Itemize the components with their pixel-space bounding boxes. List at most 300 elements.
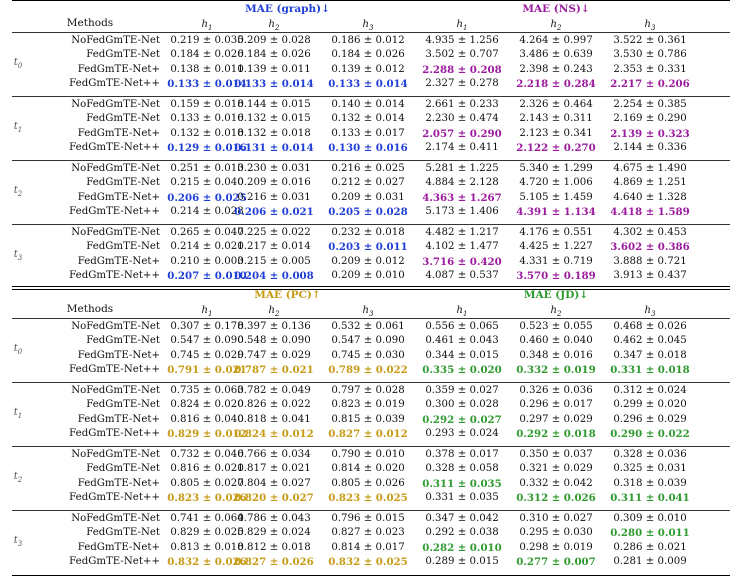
col-header-h2 [259, 305, 289, 318]
value-cell: 0.823 ± 0.019 [331, 399, 405, 411]
method-name: FedGmTE-Net++ [69, 78, 160, 90]
value-cell: 0.804 ± 0.027 [237, 477, 311, 489]
col-header-h1 [447, 305, 477, 318]
table-row [12, 542, 730, 556]
col-sub-label: $h_2$ [550, 305, 562, 318]
value-cell: 0.347 ± 0.042 [425, 513, 499, 524]
table-row [12, 385, 730, 399]
value-cell: 0.824 ± 0.020 [170, 399, 244, 411]
value-cell: 3.502 ± 0.707 [425, 49, 499, 61]
table-row [12, 414, 730, 428]
value-cell: 0.209 ± 0.028 [237, 35, 311, 46]
table-row [12, 513, 730, 527]
value-cell: 0.826 ± 0.022 [237, 399, 311, 411]
bottom-rule [12, 575, 730, 576]
method-name: NoFedGmTE-Net [71, 99, 160, 110]
value-cell: 4.482 ± 1.217 [425, 227, 499, 238]
value-cell: 0.805 ± 0.027 [170, 477, 244, 489]
value-cell: 0.230 ± 0.031 [237, 163, 311, 174]
value-cell: 0.215 ± 0.005 [237, 255, 311, 267]
method-name: FedGmTE-Net+ [77, 127, 160, 139]
value-cell: 0.820 ± 0.027 [234, 492, 314, 505]
value-cell: 0.139 ± 0.011 [237, 63, 311, 75]
value-cell: 0.817 ± 0.021 [237, 463, 311, 475]
value-cell: 0.816 ± 0.040 [170, 413, 244, 425]
method-name: FedGmTE-Net++ [69, 364, 160, 376]
value-cell: 0.132 ± 0.018 [170, 127, 244, 139]
top-rule [12, 0, 730, 1]
value-cell: 4.720 ± 1.006 [519, 177, 593, 189]
value-cell: 0.745 ± 0.029 [170, 349, 244, 361]
group-rule [12, 382, 730, 383]
col-header-h3 [635, 305, 665, 318]
right-metric-title: MAE (NS)↓ [522, 3, 590, 15]
value-cell: 3.602 ± 0.386 [610, 241, 690, 254]
value-cell: 0.184 ± 0.026 [237, 49, 311, 61]
method-name: FedGmTE-Net+ [77, 349, 160, 361]
value-cell: 0.232 ± 0.018 [331, 227, 405, 238]
left-metric-title: MAE (PC)↑ [254, 289, 321, 301]
value-cell: 2.144 ± 0.336 [613, 142, 687, 154]
value-cell: 4.935 ± 1.256 [425, 35, 499, 46]
value-cell: 0.311 ± 0.041 [610, 492, 690, 505]
value-cell: 0.206 ± 0.021 [234, 206, 314, 219]
value-cell: 0.468 ± 0.026 [613, 321, 687, 332]
col-sub-label: $t_3$ [13, 248, 23, 262]
value-cell: 0.297 ± 0.029 [519, 413, 593, 425]
value-cell: 5.105 ± 1.459 [519, 191, 593, 203]
value-cell: 0.359 ± 0.027 [425, 385, 499, 396]
method-name: FedGmTE-Net [86, 49, 160, 61]
table-row [12, 463, 730, 477]
value-cell: 2.327 ± 0.278 [425, 78, 499, 90]
method-name: FedGmTE-Net [86, 399, 160, 411]
value-cell: 3.888 ± 0.721 [613, 255, 687, 267]
value-cell: 0.462 ± 0.045 [613, 335, 687, 347]
value-cell: 5.340 ± 1.299 [519, 163, 593, 174]
value-cell: 0.209 ± 0.012 [331, 255, 405, 267]
right-metric-title: MAE (JD)↓ [523, 289, 589, 301]
table-row [12, 177, 730, 191]
value-cell: 0.300 ± 0.028 [425, 399, 499, 411]
col-sub-label: $h_3$ [644, 19, 656, 32]
value-cell: 4.264 ± 0.997 [519, 35, 593, 46]
value-cell: 0.132 ± 0.018 [237, 127, 311, 139]
table-row [12, 364, 730, 378]
table-row [12, 192, 730, 206]
value-cell: 4.363 ± 1.267 [422, 191, 502, 204]
col-header-h2 [541, 305, 571, 318]
table-row [12, 321, 730, 335]
value-cell: 0.133 ± 0.016 [170, 113, 244, 125]
value-cell: 4.884 ± 2.128 [425, 177, 499, 189]
value-cell: 2.123 ± 0.341 [519, 127, 593, 139]
block-header [12, 0, 730, 32]
method-name: NoFedGmTE-Net [71, 513, 160, 524]
value-cell: 0.332 ± 0.042 [519, 477, 593, 489]
value-cell: 4.391 ± 1.134 [516, 206, 596, 219]
value-cell: 0.280 ± 0.011 [610, 527, 690, 540]
group-rule [12, 510, 730, 511]
value-cell: 4.869 ± 1.251 [613, 177, 687, 189]
col-sub-label: $t_2$ [13, 184, 23, 198]
col-sub-label: $h_3$ [644, 305, 656, 318]
value-cell: 0.766 ± 0.034 [237, 449, 311, 460]
value-cell: 0.212 ± 0.027 [331, 177, 405, 189]
value-cell: 0.277 ± 0.007 [516, 556, 596, 569]
value-cell: 0.832 ± 0.025 [328, 556, 408, 569]
value-cell: 0.293 ± 0.024 [425, 428, 499, 440]
value-cell: 0.328 ± 0.036 [613, 449, 687, 460]
value-cell: 0.790 ± 0.010 [331, 449, 405, 460]
value-cell: 0.547 ± 0.090 [170, 335, 244, 347]
value-cell: 0.397 ± 0.136 [237, 321, 311, 332]
value-cell: 4.425 ± 1.227 [519, 241, 593, 253]
col-header-h2 [259, 19, 289, 32]
value-cell: 0.292 ± 0.018 [516, 428, 596, 441]
value-cell: 0.829 ± 0.012 [167, 428, 247, 441]
value-cell: 0.378 ± 0.017 [425, 449, 499, 460]
table-row [12, 35, 730, 49]
value-cell: 0.461 ± 0.043 [425, 335, 499, 347]
value-cell: 2.169 ± 0.290 [613, 113, 687, 125]
group-rule [12, 160, 730, 161]
value-cell: 4.087 ± 0.537 [425, 270, 499, 282]
value-cell: 0.824 ± 0.012 [234, 428, 314, 441]
value-cell: 0.282 ± 0.010 [422, 541, 502, 554]
value-cell: 0.159 ± 0.018 [170, 99, 244, 110]
method-name: FedGmTE-Net++ [69, 270, 160, 282]
value-cell: 2.122 ± 0.270 [516, 142, 596, 155]
group-rule [12, 224, 730, 225]
value-cell: 0.210 ± 0.003 [170, 255, 244, 267]
value-cell: 0.318 ± 0.039 [613, 477, 687, 489]
method-name: NoFedGmTE-Net [71, 385, 160, 396]
value-cell: 0.215 ± 0.040 [170, 177, 244, 189]
value-cell: 0.132 ± 0.015 [237, 113, 311, 125]
value-cell: 2.143 ± 0.311 [519, 113, 593, 125]
table-row [12, 99, 730, 113]
value-cell: 0.129 ± 0.016 [167, 142, 247, 155]
value-cell: 0.328 ± 0.058 [425, 463, 499, 475]
value-cell: 0.265 ± 0.047 [170, 227, 244, 238]
value-cell: 0.289 ± 0.015 [425, 556, 499, 568]
value-cell: 0.296 ± 0.029 [613, 413, 687, 425]
value-cell: 0.827 ± 0.023 [331, 527, 405, 539]
value-cell: 0.186 ± 0.012 [331, 35, 405, 46]
value-cell: 3.486 ± 0.639 [519, 49, 593, 61]
value-cell: 4.675 ± 1.490 [613, 163, 687, 174]
value-cell: 0.556 ± 0.065 [425, 321, 499, 332]
value-cell: 0.184 ± 0.026 [170, 49, 244, 61]
value-cell: 2.254 ± 0.385 [613, 99, 687, 110]
col-header-h1 [192, 19, 222, 32]
table-row [12, 163, 730, 177]
table-row [12, 64, 730, 78]
value-cell: 0.144 ± 0.015 [237, 99, 311, 110]
table-row [12, 350, 730, 364]
value-cell: 5.281 ± 1.225 [425, 163, 499, 174]
method-name: NoFedGmTE-Net [71, 35, 160, 46]
value-cell: 0.281 ± 0.009 [613, 556, 687, 568]
table-row [12, 206, 730, 220]
value-cell: 0.797 ± 0.028 [331, 385, 405, 396]
value-cell: 0.325 ± 0.031 [613, 463, 687, 475]
value-cell: 0.307 ± 0.178 [170, 321, 244, 332]
method-name: FedGmTE-Net+ [77, 63, 160, 75]
method-name: FedGmTE-Net++ [69, 428, 160, 440]
value-cell: 0.138 ± 0.011 [170, 63, 244, 75]
value-cell: 4.640 ± 1.328 [613, 191, 687, 203]
method-name: FedGmTE-Net+ [77, 413, 160, 425]
value-cell: 0.331 ± 0.035 [425, 492, 499, 504]
table-row [12, 527, 730, 541]
value-cell: 0.311 ± 0.035 [422, 477, 502, 490]
col-header-h1 [447, 19, 477, 32]
col-sub-label: $h_2$ [268, 305, 280, 318]
table-row [12, 78, 730, 92]
value-cell: 0.292 ± 0.038 [425, 527, 499, 539]
col-header-h3 [635, 19, 665, 32]
value-cell: 2.398 ± 0.243 [519, 63, 593, 75]
value-cell: 0.216 ± 0.025 [331, 163, 405, 174]
value-cell: 0.131 ± 0.014 [234, 142, 314, 155]
value-cell: 0.214 ± 0.021 [170, 241, 244, 253]
value-cell: 0.216 ± 0.031 [237, 191, 311, 203]
table-row [12, 256, 730, 270]
value-cell: 0.206 ± 0.025 [167, 191, 247, 204]
col-sub-label: $h_2$ [550, 19, 562, 32]
value-cell: 3.716 ± 0.420 [422, 255, 502, 268]
value-cell: 0.745 ± 0.030 [331, 349, 405, 361]
value-cell: 0.321 ± 0.029 [519, 463, 593, 475]
value-cell: 0.812 ± 0.018 [237, 541, 311, 553]
value-cell: 0.292 ± 0.027 [422, 413, 502, 426]
method-name: FedGmTE-Net+ [77, 477, 160, 489]
value-cell: 0.344 ± 0.015 [425, 349, 499, 361]
method-name: FedGmTE-Net++ [69, 206, 160, 218]
value-cell: 2.218 ± 0.284 [516, 78, 596, 91]
value-cell: 0.816 ± 0.021 [170, 463, 244, 475]
header-rule [12, 32, 730, 33]
timepoint-group [12, 99, 730, 163]
value-cell: 0.204 ± 0.008 [234, 270, 314, 283]
value-cell: 0.298 ± 0.019 [519, 541, 593, 553]
value-cell: 4.102 ± 1.477 [425, 241, 499, 253]
col-sub-label: $h_1$ [201, 305, 213, 318]
value-cell: 0.251 ± 0.013 [170, 163, 244, 174]
value-cell: 0.133 ± 0.014 [234, 78, 314, 91]
value-cell: 0.786 ± 0.043 [237, 513, 311, 524]
table-row [12, 241, 730, 255]
method-name: FedGmTE-Net++ [69, 142, 160, 154]
value-cell: 0.815 ± 0.039 [331, 413, 405, 425]
value-cell: 0.140 ± 0.014 [331, 99, 405, 110]
value-cell: 0.814 ± 0.020 [331, 463, 405, 475]
method-name: FedGmTE-Net+ [77, 191, 160, 203]
value-cell: 0.312 ± 0.026 [516, 492, 596, 505]
col-sub-label: $h_1$ [456, 19, 468, 32]
value-cell: 0.832 ± 0.026 [167, 556, 247, 569]
value-cell: 2.139 ± 0.323 [610, 127, 690, 140]
value-cell: 0.295 ± 0.030 [519, 527, 593, 539]
value-cell: 0.133 ± 0.014 [328, 78, 408, 91]
top-rule [12, 286, 730, 287]
table-row [12, 128, 730, 142]
timepoint-group [12, 385, 730, 449]
group-rule [12, 96, 730, 97]
value-cell: 0.184 ± 0.026 [331, 49, 405, 61]
value-cell: 0.203 ± 0.011 [328, 241, 408, 254]
value-cell: 2.288 ± 0.208 [422, 63, 502, 76]
value-cell: 2.353 ± 0.331 [613, 63, 687, 75]
value-cell: 0.326 ± 0.036 [519, 385, 593, 396]
value-cell: 2.326 ± 0.464 [519, 99, 593, 110]
value-cell: 0.787 ± 0.021 [234, 364, 314, 377]
value-cell: 0.214 ± 0.028 [170, 206, 244, 218]
method-name: NoFedGmTE-Net [71, 321, 160, 332]
value-cell: 0.823 ± 0.025 [328, 492, 408, 505]
col-sub-label: $h_3$ [362, 19, 374, 32]
table-row [12, 335, 730, 349]
value-cell: 4.176 ± 0.551 [519, 227, 593, 238]
method-name: FedGmTE-Net+ [77, 255, 160, 267]
value-cell: 0.335 ± 0.020 [422, 364, 502, 377]
value-cell: 4.302 ± 0.453 [613, 227, 687, 238]
value-cell: 3.913 ± 0.437 [613, 270, 687, 282]
col-sub-label: $t_2$ [13, 470, 23, 484]
timepoint-group [12, 227, 730, 291]
timepoint-group [12, 513, 730, 577]
method-name: FedGmTE-Net [86, 177, 160, 189]
value-cell: 2.661 ± 0.233 [425, 99, 499, 110]
col-sub-label: $h_1$ [201, 19, 213, 32]
value-cell: 0.348 ± 0.016 [519, 349, 593, 361]
value-cell: 0.827 ± 0.026 [234, 556, 314, 569]
value-cell: 0.130 ± 0.016 [328, 142, 408, 155]
value-cell: 0.350 ± 0.037 [519, 449, 593, 460]
left-metric-title: MAE (graph)↓ [245, 3, 330, 15]
value-cell: 0.818 ± 0.041 [237, 413, 311, 425]
table-row [12, 492, 730, 506]
value-cell: 0.209 ± 0.016 [237, 177, 311, 189]
value-cell: 0.296 ± 0.017 [519, 399, 593, 411]
value-cell: 0.782 ± 0.049 [237, 385, 311, 396]
table-row [12, 142, 730, 156]
table-row [12, 49, 730, 63]
value-cell: 4.418 ± 1.589 [610, 206, 690, 219]
value-cell: 5.173 ± 1.406 [425, 206, 499, 218]
value-cell: 3.530 ± 0.786 [613, 49, 687, 61]
value-cell: 0.347 ± 0.018 [613, 349, 687, 361]
value-cell: 0.829 ± 0.025 [170, 527, 244, 539]
table-row [12, 449, 730, 463]
value-cell: 0.310 ± 0.027 [519, 513, 593, 524]
col-sub-label: $t_0$ [13, 342, 23, 356]
method-name: NoFedGmTE-Net [71, 449, 160, 460]
value-cell: 0.139 ± 0.012 [331, 63, 405, 75]
value-cell: 0.523 ± 0.055 [519, 321, 593, 332]
value-cell: 0.796 ± 0.015 [331, 513, 405, 524]
table-row [12, 478, 730, 492]
value-cell: 2.057 ± 0.290 [422, 127, 502, 140]
value-cell: 0.789 ± 0.022 [328, 364, 408, 377]
value-cell: 0.209 ± 0.031 [331, 191, 405, 203]
col-header-h3 [353, 305, 383, 318]
timepoint-group [12, 35, 730, 99]
table-row [12, 227, 730, 241]
method-name: NoFedGmTE-Net [71, 163, 160, 174]
value-cell: 0.813 ± 0.018 [170, 541, 244, 553]
timepoint-group [12, 321, 730, 385]
value-cell: 0.741 ± 0.064 [170, 513, 244, 524]
value-cell: 0.548 ± 0.090 [237, 335, 311, 347]
value-cell: 2.174 ± 0.411 [425, 142, 499, 154]
value-cell: 0.532 ± 0.061 [331, 321, 405, 332]
value-cell: 0.309 ± 0.010 [613, 513, 687, 524]
method-name: FedGmTE-Net+ [77, 541, 160, 553]
col-sub-label: $h_1$ [456, 305, 468, 318]
col-header-h1 [192, 305, 222, 318]
value-cell: 0.827 ± 0.012 [328, 428, 408, 441]
table-row [12, 270, 730, 284]
value-cell: 0.829 ± 0.024 [237, 527, 311, 539]
table-row [12, 556, 730, 570]
col-sub-label: $h_3$ [362, 305, 374, 318]
methods-header: Methods [66, 17, 114, 29]
value-cell: 0.290 ± 0.022 [610, 428, 690, 441]
value-cell: 0.312 ± 0.024 [613, 385, 687, 396]
value-cell: 0.747 ± 0.029 [237, 349, 311, 361]
method-name: FedGmTE-Net++ [69, 492, 160, 504]
value-cell: 0.735 ± 0.063 [170, 385, 244, 396]
value-cell: 0.791 ± 0.021 [167, 364, 247, 377]
value-cell: 2.217 ± 0.206 [610, 78, 690, 91]
value-cell: 0.823 ± 0.026 [167, 492, 247, 505]
value-cell: 0.286 ± 0.021 [613, 541, 687, 553]
value-cell: 0.219 ± 0.035 [170, 35, 244, 46]
value-cell: 0.460 ± 0.040 [519, 335, 593, 347]
method-name: FedGmTE-Net [86, 527, 160, 539]
timepoint-group [12, 163, 730, 227]
method-name: FedGmTE-Net [86, 463, 160, 475]
col-sub-label: $h_2$ [268, 19, 280, 32]
method-name: NoFedGmTE-Net [71, 227, 160, 238]
value-cell: 2.230 ± 0.474 [425, 113, 499, 125]
value-cell: 0.547 ± 0.090 [331, 335, 405, 347]
col-header-h3 [353, 19, 383, 32]
value-cell: 0.225 ± 0.022 [237, 227, 311, 238]
method-name: FedGmTE-Net [86, 241, 160, 253]
col-sub-label: $t_3$ [13, 534, 23, 548]
table-row [12, 113, 730, 127]
value-cell: 3.570 ± 0.189 [516, 270, 596, 283]
value-cell: 3.522 ± 0.361 [613, 35, 687, 46]
method-name: FedGmTE-Net [86, 335, 160, 347]
value-cell: 0.332 ± 0.019 [516, 364, 596, 377]
value-cell: 0.732 ± 0.046 [170, 449, 244, 460]
header-rule [12, 318, 730, 319]
block-header [12, 286, 730, 318]
value-cell: 0.217 ± 0.014 [237, 241, 311, 253]
value-cell: 0.133 ± 0.017 [331, 127, 405, 139]
methods-header: Methods [66, 303, 114, 315]
value-cell: 0.814 ± 0.017 [331, 541, 405, 553]
timepoint-group [12, 449, 730, 513]
group-rule [12, 446, 730, 447]
value-cell: 0.299 ± 0.020 [613, 399, 687, 411]
value-cell: 0.805 ± 0.026 [331, 477, 405, 489]
